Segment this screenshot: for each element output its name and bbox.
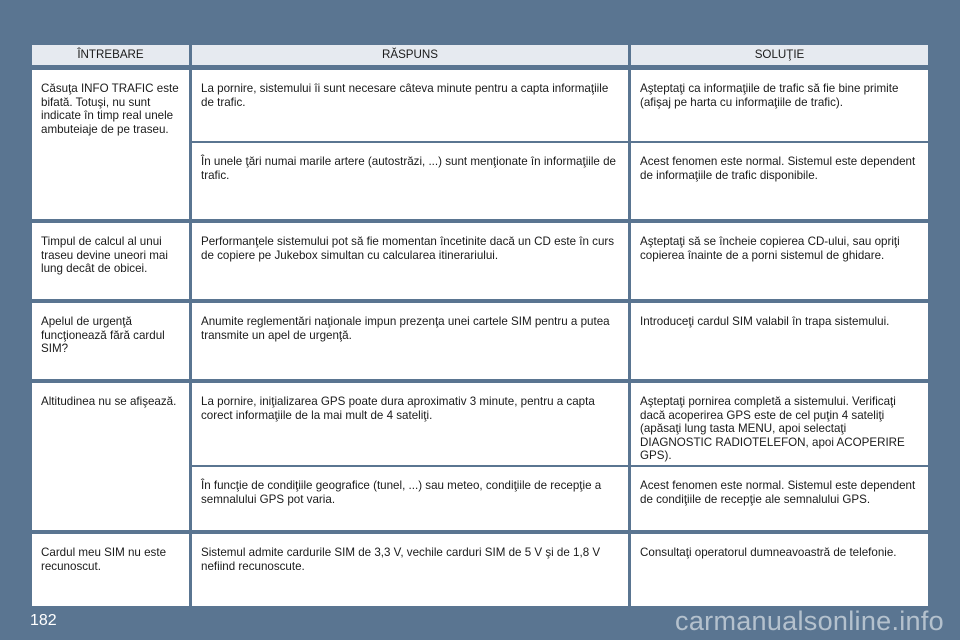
question-cell: Cardul meu SIM nu este recunoscut.: [32, 534, 189, 606]
watermark: carmanualsonline.info: [675, 606, 944, 636]
question-cell: Timpul de calcul al unui traseu devine uneori mai lung decât de obicei.: [32, 223, 189, 299]
page-number: 182: [30, 612, 57, 629]
solution-cell: Consultaţi operatorul dumneavoastră de telefonie.: [631, 534, 928, 606]
question-cell: Căsuţa INFO TRAFIC este bifată. Totuşi, nu sunt indicate în timp real unele ambuteiaje de pe traseu.: [32, 70, 189, 219]
answer-cell: Performanţele sistemului pot să fie momentan încetinite dacă un CD este în curs de copiere pe Jukebox simultan cu calcularea itinerariului.: [192, 223, 628, 299]
solution-cell: Aşteptaţi ca informaţiile de trafic să fie bine primite (afişaj pe harta cu informaţiile de trafic).: [631, 70, 928, 141]
question-cell: Altitudinea nu se afişează.: [32, 383, 189, 530]
answer-cell: Anumite reglementări naţionale impun prezenţa unei cartele SIM pentru a putea transmite un apel de urgenţă.: [192, 303, 628, 379]
answer-cell: În funcţie de condiţiile geografice (tunel, ...) sau meteo, condiţiile de recepţie a semnalului GPS pot varia.: [192, 467, 628, 530]
solution-cell: Aşteptaţi să se încheie copierea CD-ului, sau opriţi copierea înainte de a porni sistemul de ghidare.: [631, 223, 928, 299]
header-answer: RĂSPUNS: [192, 45, 628, 65]
solution-cell: Acest fenomen este normal. Sistemul este dependent de informaţiile de trafic disponibile.: [631, 143, 928, 219]
question-cell: Apelul de urgenţă funcţionează fără cardul SIM?: [32, 303, 189, 379]
solution-cell: Aşteptaţi pornirea completă a sistemului. Verificaţi dacă acoperirea GPS este de cel puţin 4 sateliţi (apăsaţi lung tasta MENU, apoi selectaţi DIAGNOSTIC RADIOTELEFON, apoi ACOPERIRE GPS).: [631, 383, 928, 465]
solution-cell: Acest fenomen este normal. Sistemul este dependent de condiţiile de recepţie ale semnalului GPS.: [631, 467, 928, 530]
answer-cell: În unele ţări numai marile artere (autostrăzi, ...) sunt menţionate în informaţiile de trafic.: [192, 143, 628, 219]
answer-cell: La pornire, iniţializarea GPS poate dura aproximativ 3 minute, pentru a capta corect informaţiile de la mai mult de 4 sateliţi.: [192, 383, 628, 465]
solution-cell: Introduceţi cardul SIM valabil în trapa sistemului.: [631, 303, 928, 379]
answer-cell: La pornire, sistemului îi sunt necesare câteva minute pentru a capta informaţiile de trafic.: [192, 70, 628, 141]
answer-cell: Sistemul admite cardurile SIM de 3,3 V, vechile carduri SIM de 5 V şi de 1,8 V nefiind recunoscute.: [192, 534, 628, 606]
header-solution: SOLUŢIE: [631, 45, 928, 65]
header-question: ÎNTREBARE: [32, 45, 189, 65]
